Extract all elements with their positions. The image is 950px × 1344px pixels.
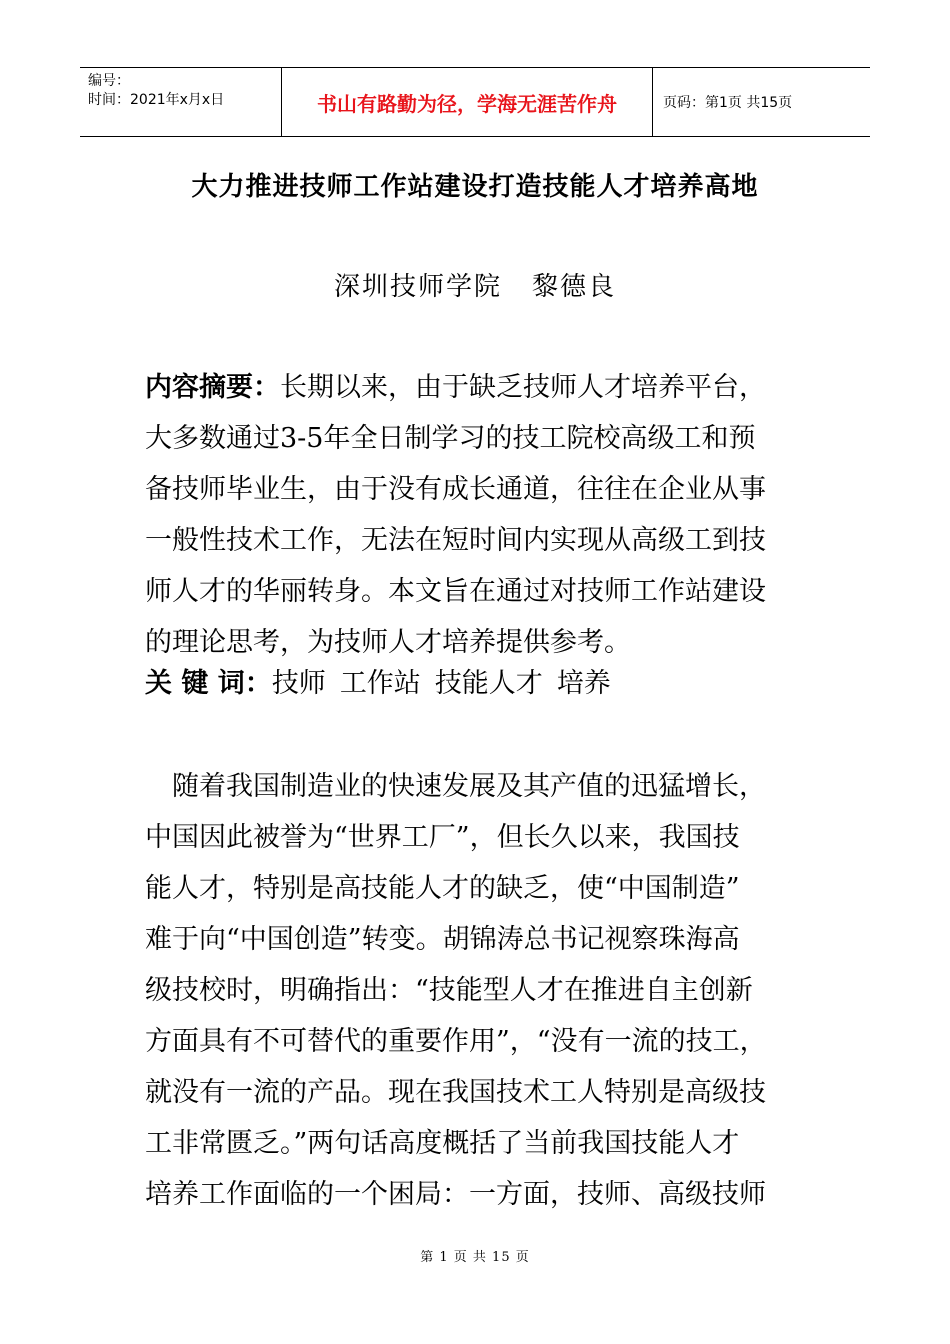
paragraph-line: 能人才，特别是高技能人才的缺乏，使“中国制造” [145,873,740,904]
motto-text: 书山有路勤为径，学海无涯苦作舟 [317,91,617,116]
paragraph-line: 难于向“中国创造”转变。胡锦涛总书记视察珠海高 [145,924,740,955]
paragraph-line: 级技校时，明确指出：“技能型人才在推进自主创新 [145,975,753,1006]
paragraph-line: 方面具有不可替代的重要作用”，“没有一流的技工， [145,1026,767,1057]
abstract-line: 师人才的华丽转身。本文旨在通过对技师工作站建设 [145,576,766,607]
abstract-line: 备技师毕业生，由于没有成长通道，往往在企业从事 [145,474,766,505]
page-info: 页码：第1页 共15页 [663,95,793,111]
author-name: 黎德良 [532,272,617,302]
keywords-section [145,658,817,709]
paragraph-line: 培养工作面临的一个困局：一方面，技师、高级技师 [145,1179,766,1210]
keyword-item: 技师 [271,668,326,699]
header-page-cell [653,68,870,136]
paragraph-line: 就没有一流的产品。现在我国技术工人特别是高级技 [145,1077,766,1108]
main-text-section [145,761,817,1220]
keyword-item: 工作站 [339,668,421,699]
keywords-label: 关 键 词： [145,668,272,699]
abstract-line [145,362,817,413]
keyword-item: 培养 [556,668,611,699]
abstract-line: 大多数通过3-5年全日制学习的技工院校高级工和预 [145,423,756,454]
abstract-line: 一般性技术工作，无法在短时间内实现从高级工到技 [145,525,766,556]
keyword-item: 技能人才 [434,668,543,699]
abstract-label: 内容摘要： [145,372,280,403]
time-label: 时间：2021年x月x日 [88,92,225,108]
header-meta-cell [80,68,282,136]
abstract-line: 的理论思考，为技师人才培养提供参考。 [145,627,631,658]
institution-name: 深圳技师学院 [333,272,502,302]
paragraph-line: 中国因此被誉为“世界工厂”，但长久以来，我国技 [145,822,740,853]
header-motto-cell [282,68,653,136]
abstract-section [145,362,817,668]
page-header [80,67,870,137]
abstract-line-text: 长期以来，由于缺乏技师人才培养平台， [280,372,766,403]
paragraph-line: 随着我国制造业的快速发展及其产值的迅猛增长， [145,771,766,802]
page-footer: 第 1 页 共 15 页 [420,1250,530,1265]
number-label: 编号： [88,73,130,89]
document-title: 大力推进技师工作站建设打造技能人才培养高地 [191,172,759,202]
paragraph-line: 工非常匮乏。”两句话高度概括了当前我国技能人才 [145,1128,740,1159]
byline [0,266,950,303]
keywords-line [145,658,817,709]
